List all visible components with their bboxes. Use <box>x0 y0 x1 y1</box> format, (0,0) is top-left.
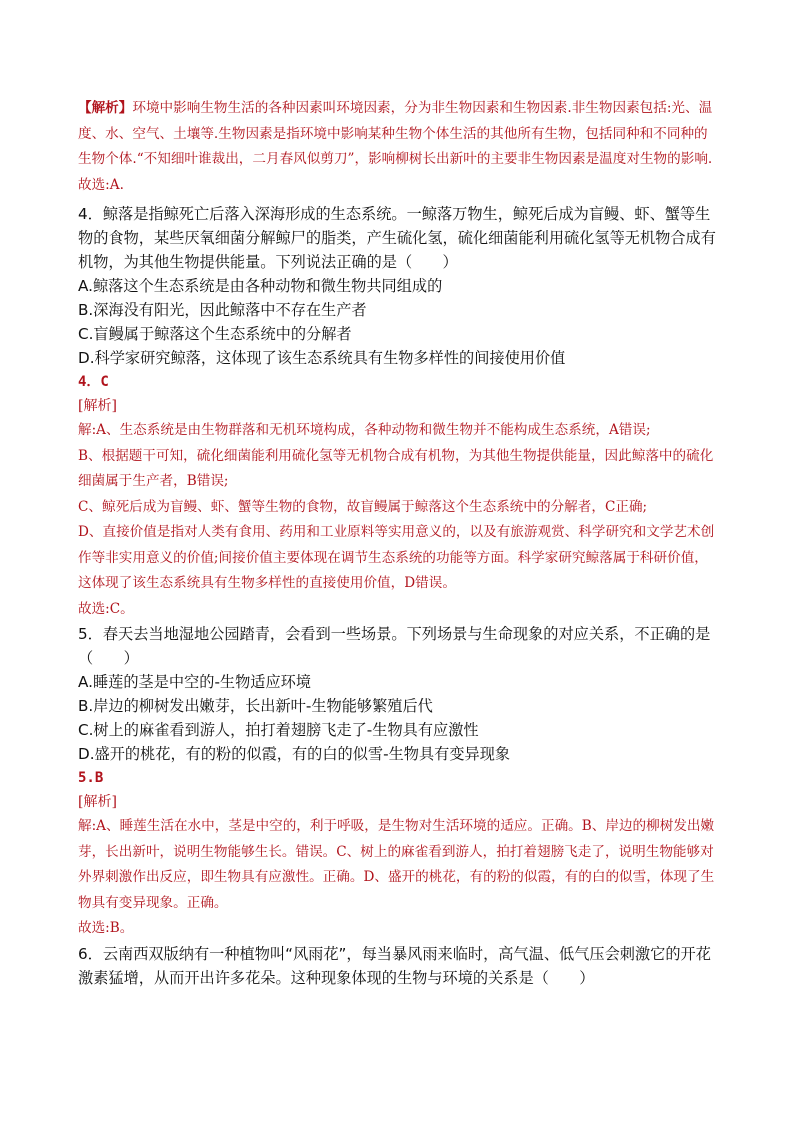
question-4-answer: 4．C <box>78 374 109 390</box>
question-4-option-c: C.盲鳗属于鲸落这个生态系统中的分解者 <box>78 325 352 343</box>
question-4 <box>78 202 720 622</box>
question-5-option-a: A.睡莲的茎是中空的-生物适应环境 <box>78 673 312 691</box>
question-5-analysis-label: [解析] <box>78 794 117 810</box>
question-4-option-b: B.深海没有阳光，因此鲸落中不存在生产者 <box>78 301 367 319</box>
question-4-stem: 4．鲸落是指鲸死亡后落入深海形成的生态系统。一鲸落万物生，鲸死后成为盲鳗、虾、蟹等生物的食物，某些厌氧细菌分解鲸尸的脂类，产生硫化氢，硫化细菌能利用硫化氢等无机物合成有机物，为其他生物提供能量。下列说法正确的是（ ） <box>78 205 716 271</box>
question-5 <box>78 622 720 942</box>
question-5-option-b: B.岸边的柳树发出嫩芽，长出新叶-生物能够繁殖后代 <box>78 697 433 715</box>
question-5-answer: 5.B <box>78 770 104 786</box>
question-4-analysis-a: 解:A、生态系统是由生物群落和无机环境构成，各种动物和微生物并不能构成生态系统，A错误; <box>78 422 651 438</box>
analysis-bracket-label: 【解析】 <box>78 100 133 116</box>
question-5-analysis: 解:A、睡莲生活在水中，茎是中空的，利于呼吸，是生物对生活环境的适应。正确。B、岸边的柳树发出嫩芽，长出新叶，说明生物能够生长。错误。C、树上的麻雀看到游人，拍打着翅膀飞走了，说明生物能够对外界刺激作出反应，即生物具有应激性。正确。D、盛开的桃花，有的粉的似霞，有的白的似雪，体现了生物具有变异现象。正确。 <box>78 818 715 911</box>
question-4-analysis-label: [解析] <box>78 398 117 414</box>
question-4-analysis-b: B、根据题干可知，硫化细菌能利用硫化氢等无机物合成有机物，为其他生物提供能量，因此鲸落中的硫化细菌属于生产者，B错误; <box>78 447 714 489</box>
document-content <box>78 96 720 990</box>
question-4-analysis-d: D、直接价值是指对人类有食用、药用和工业原料等实用意义的，以及有旅游观赏、科学研究和文学艺术创作等非实用意义的价值;间接价值主要体现在调节生态系统的功能等方面。科学家研究鲸落属于科研价值，这体现了该生态系统具有生物多样性的直接使用价值，D错误。 <box>78 524 715 591</box>
question-5-conclusion: 故选:B。 <box>78 920 134 936</box>
question-5-option-d: D.盛开的桃花，有的粉的似霞，有的白的似雪-生物具有变异现象 <box>78 745 511 763</box>
question-5-option-c: C.树上的麻雀看到游人，拍打着翅膀飞走了-生物具有应激性 <box>78 721 479 739</box>
analysis-text-q3: 环境中影响生物生活的各种因素叫环境因素，分为非生物因素和生物因素.非生物因素包括:光、温度、水、空气、土壤等.生物因素是指环境中影响某种生物个体生活的其他所有生物，包括同种和不同种的生物个体.“不知细叶谁裁出，二月春风似剪刀”，影响柳树长出新叶的主要非生物因素是温度对生物的影响.故选:A. <box>78 100 713 193</box>
question-4-option-d: D.科学家研究鲸落，这体现了该生态系统具有生物多样性的间接使用价值 <box>78 349 566 367</box>
question-4-analysis-c: C、鲸死后成为盲鳗、虾、蟹等生物的食物，故盲鳗属于鲸落这个生态系统中的分解者，C正确; <box>78 498 648 515</box>
question-4-conclusion: 故选:C。 <box>78 600 134 617</box>
question-6 <box>78 942 720 990</box>
question-5-stem: 5．春天去当地湿地公园踏青，会看到一些场景。下列场景与生命现象的对应关系，不正确的是（ ） <box>78 625 711 667</box>
question-6-stem: 6．云南西双版纳有一种植物叫“风雨花”，每当暴风雨来临时，高气温、低气压会刺激它的开花激素猛增，从而开出许多花朵。这种现象体现的生物与环境的关系是（ ） <box>78 944 711 987</box>
analysis-block-q3 <box>78 96 720 198</box>
question-4-option-a: A.鲸落这个生态系统是由各种动物和微生物共同组成的 <box>78 277 443 295</box>
